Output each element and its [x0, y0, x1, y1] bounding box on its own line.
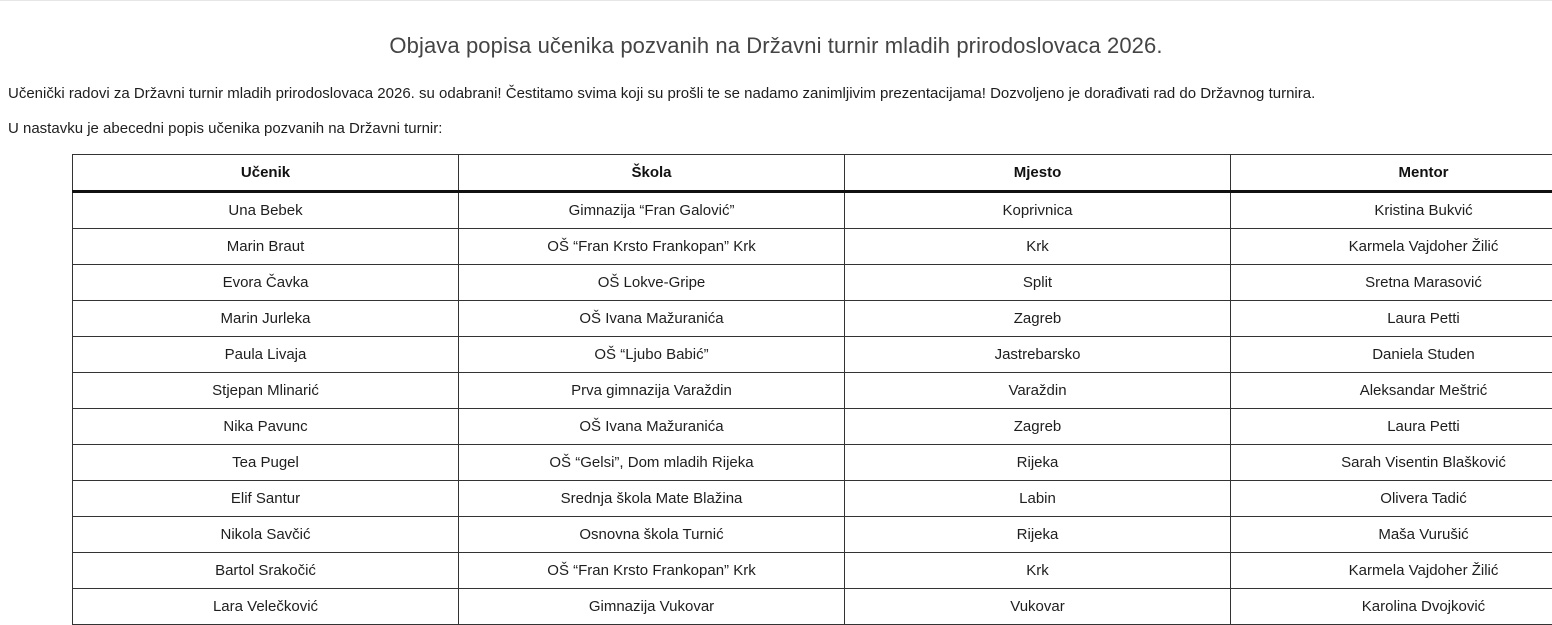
city-cell: Labin	[845, 481, 1231, 517]
student-cell: Evora Čavka	[73, 265, 459, 301]
school-cell: Prva gimnazija Varaždin	[459, 373, 845, 409]
city-cell: Krk	[845, 553, 1231, 589]
city-cell: Koprivnica	[845, 192, 1231, 229]
mentor-cell: Laura Petti	[1231, 301, 1552, 337]
city-cell: Zagreb	[845, 409, 1231, 445]
table-row	[73, 445, 1552, 481]
list-intro-paragraph: U nastavku je abecedni popis učenika pozvanih na Državni turnir:	[8, 120, 443, 137]
table-body	[73, 192, 1552, 625]
student-cell: Stjepan Mlinarić	[73, 373, 459, 409]
school-cell: OŠ Ivana Mažuranića	[459, 409, 845, 445]
school-cell: OŠ “Ljubo Babić”	[459, 337, 845, 373]
table-row	[73, 517, 1552, 553]
header-school: Škola	[459, 155, 845, 192]
city-cell: Krk	[845, 229, 1231, 265]
table-row	[73, 589, 1552, 625]
mentor-cell: Sretna Marasović	[1231, 265, 1552, 301]
header-city: Mjesto	[845, 155, 1231, 192]
table-row	[73, 337, 1552, 373]
table-row	[73, 553, 1552, 589]
school-cell: OŠ “Gelsi”, Dom mladih Rijeka	[459, 445, 845, 481]
mentor-cell: Olivera Tadić	[1231, 481, 1552, 517]
header-student: Učenik	[73, 155, 459, 192]
intro-paragraph: Učenički radovi za Državni turnir mladih prirodoslovaca 2026. su odabrani! Čestitamo svima koji su prošli te se nadamo zanimljivim prezentacijama! Dozvoljeno je dorađivati rad do Državnog turnira.	[8, 85, 1316, 102]
mentor-cell: Karolina Dvojković	[1231, 589, 1552, 625]
mentor-cell: Maša Vurušić	[1231, 517, 1552, 553]
student-cell: Tea Pugel	[73, 445, 459, 481]
school-cell: Osnovna škola Turnić	[459, 517, 845, 553]
school-cell: Gimnazija “Fran Galović”	[459, 192, 845, 229]
student-cell: Bartol Srakočić	[73, 553, 459, 589]
city-cell: Jastrebarsko	[845, 337, 1231, 373]
school-cell: OŠ Lokve-Gripe	[459, 265, 845, 301]
mentor-cell: Laura Petti	[1231, 409, 1552, 445]
table-row	[73, 229, 1552, 265]
school-cell: OŠ “Fran Krsto Frankopan” Krk	[459, 229, 845, 265]
school-cell: OŠ Ivana Mažuranića	[459, 301, 845, 337]
student-cell: Marin Braut	[73, 229, 459, 265]
table-header-row	[73, 155, 1552, 192]
table-row	[73, 409, 1552, 445]
city-cell: Rijeka	[845, 445, 1231, 481]
city-cell: Split	[845, 265, 1231, 301]
mentor-cell: Karmela Vajdoher Žilić	[1231, 553, 1552, 589]
student-cell: Elif Santur	[73, 481, 459, 517]
city-cell: Vukovar	[845, 589, 1231, 625]
city-cell: Varaždin	[845, 373, 1231, 409]
table-row	[73, 265, 1552, 301]
student-cell: Paula Livaja	[73, 337, 459, 373]
students-table-container	[72, 154, 1552, 625]
mentor-cell: Kristina Bukvić	[1231, 192, 1552, 229]
student-cell: Una Bebek	[73, 192, 459, 229]
table-row	[73, 301, 1552, 337]
mentor-cell: Daniela Studen	[1231, 337, 1552, 373]
table-row	[73, 481, 1552, 517]
school-cell: OŠ “Fran Krsto Frankopan” Krk	[459, 553, 845, 589]
school-cell: Srednja škola Mate Blažina	[459, 481, 845, 517]
student-cell: Nikola Savčić	[73, 517, 459, 553]
student-cell: Nika Pavunc	[73, 409, 459, 445]
header-mentor: Mentor	[1231, 155, 1552, 192]
city-cell: Zagreb	[845, 301, 1231, 337]
mentor-cell: Aleksandar Meštrić	[1231, 373, 1552, 409]
table-row	[73, 373, 1552, 409]
city-cell: Rijeka	[845, 517, 1231, 553]
student-cell: Marin Jurleka	[73, 301, 459, 337]
student-cell: Lara Velečković	[73, 589, 459, 625]
page-title: Objava popisa učenika pozvanih na Državni turnir mladih prirodoslovaca 2026.	[389, 33, 1163, 58]
table-row	[73, 192, 1552, 229]
school-cell: Gimnazija Vukovar	[459, 589, 845, 625]
mentor-cell: Sarah Visentin Blašković	[1231, 445, 1552, 481]
mentor-cell: Karmela Vajdoher Žilić	[1231, 229, 1552, 265]
students-table	[72, 154, 1552, 625]
